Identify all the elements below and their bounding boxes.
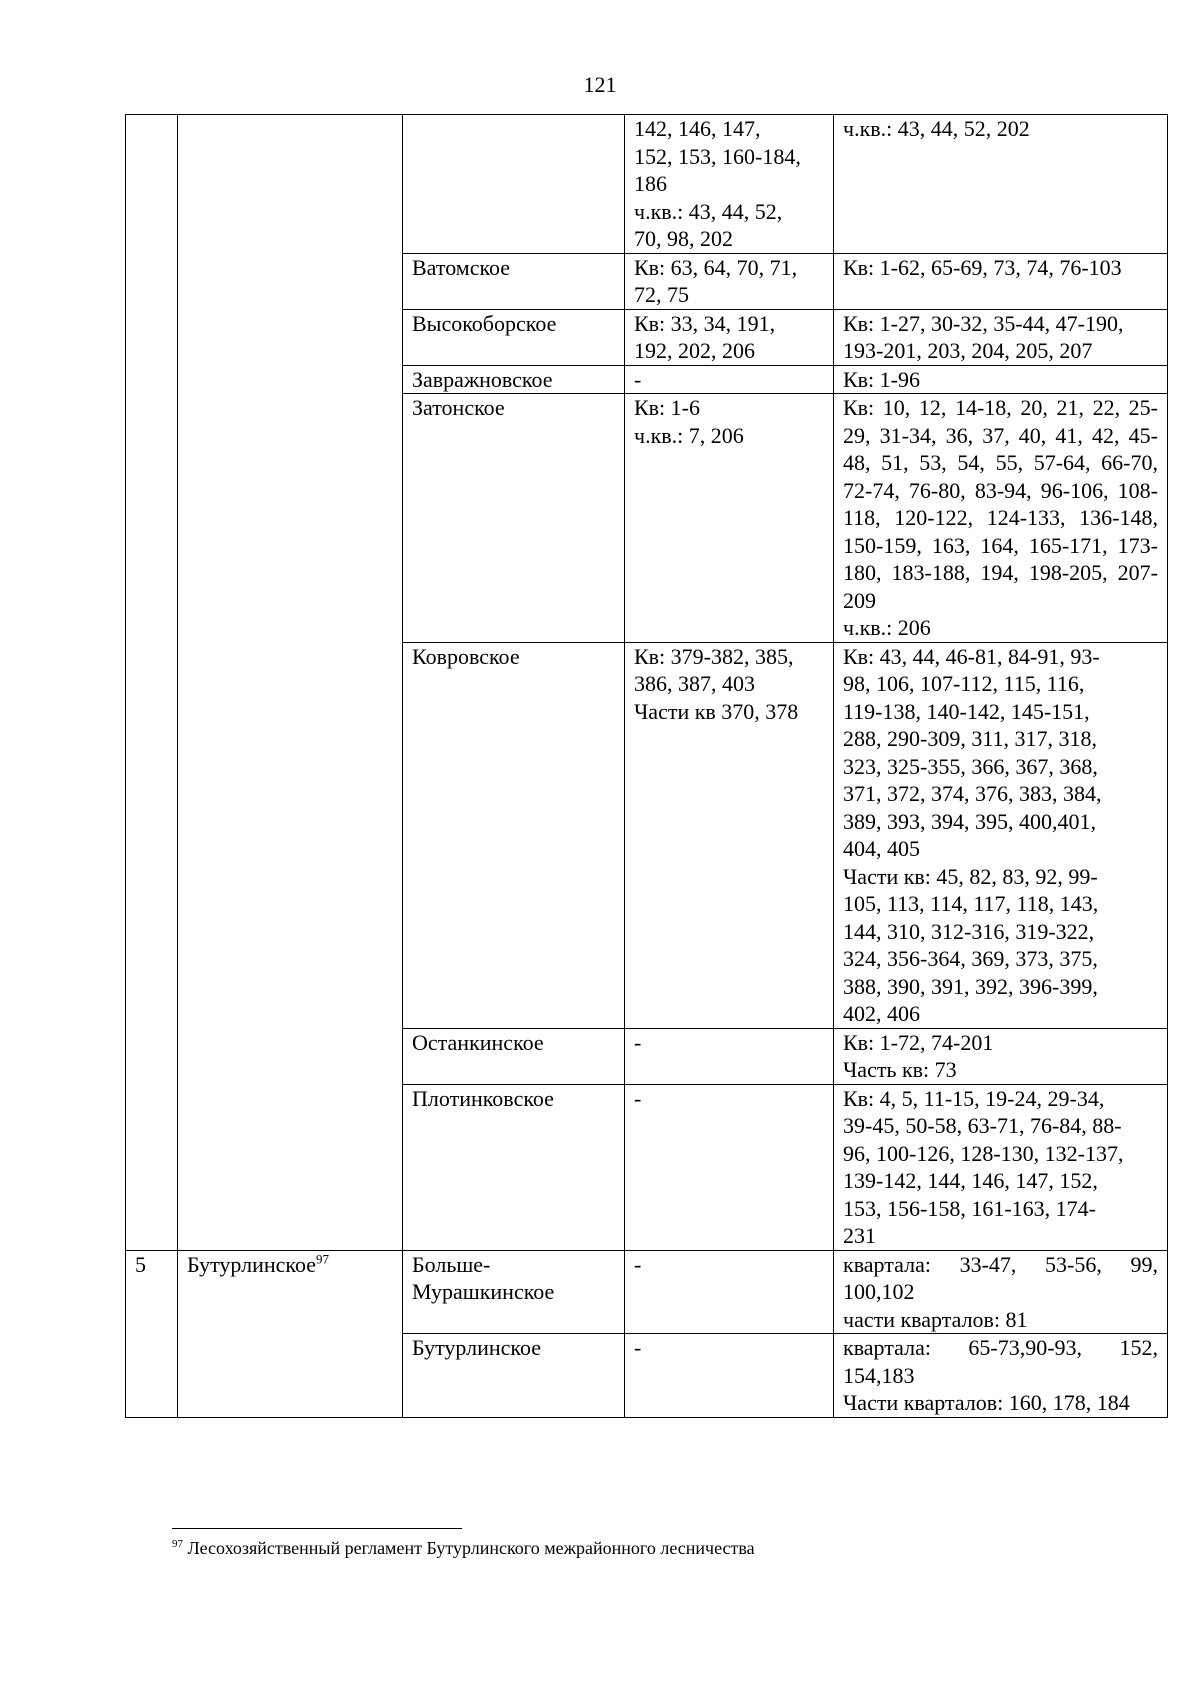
- forestry-cell: Завражновское: [403, 365, 625, 394]
- footnote-marker: 97: [316, 1251, 330, 1267]
- footnote-marker: 97: [172, 1538, 183, 1550]
- district-cell: [178, 1250, 403, 1417]
- quarters-within-cell: Кв: 1-6 ч.кв.: 7, 206: [625, 394, 834, 643]
- quarters-within-cell: -: [625, 1250, 834, 1334]
- district-cell: [178, 115, 403, 1251]
- footnote-text: Лесохозяйственный регламент Бутурлинского межрайонного лесничества: [187, 1538, 755, 1558]
- forestry-cell: Плотинковское: [403, 1084, 625, 1250]
- quarters-outside-cell: Кв: 1-62, 65-69, 73, 74, 76-103: [834, 253, 1168, 309]
- quarters-within-cell: Кв: 379-382, 385, 386, 387, 403 Части кв 370, 378: [625, 642, 834, 1028]
- quarters-within-cell: Кв: 63, 64, 70, 71, 72, 75: [625, 253, 834, 309]
- footnote-separator: [172, 1528, 462, 1529]
- quarters-within-cell: 142, 146, 147, 152, 153, 160-184, 186 ч.кв.: 43, 44, 52, 70, 98, 202: [625, 115, 834, 254]
- quarters-outside-cell: квартала: 33-47, 53-56, 99, 100,102 части кварталов: 81: [834, 1250, 1168, 1334]
- row-number-cell: 5: [126, 1250, 178, 1417]
- forestry-cell: Ватомское: [403, 253, 625, 309]
- quarters-outside-cell: Кв: 10, 12, 14-18, 20, 21, 22, 25-29, 31-34, 36, 37, 40, 41, 42, 45-48, 51, 53, 54, 55, 57-64, 66-70, 72-74, 76-80, 83-94, 96-106, 108-118, 120-122, 124-133, 136-148, 150-159, 163, 164, 165-171, 173-180, 183-188, 194, 198-205, 207-209 ч.кв.: 206: [834, 394, 1168, 643]
- district-name: Бутурлинское: [187, 1251, 317, 1277]
- quarters-within-cell: -: [625, 365, 834, 394]
- quarters-outside-cell: Кв: 1-27, 30-32, 35-44, 47-190, 193-201, 203, 204, 205, 207: [834, 309, 1168, 365]
- quarters-outside-cell: ч.кв.: 43, 44, 52, 202: [834, 115, 1168, 254]
- forestry-cell: Затонское: [403, 394, 625, 643]
- table-row: [126, 115, 1168, 254]
- row-number-cell: [126, 115, 178, 1251]
- quarters-within-cell: Кв: 33, 34, 191, 192, 202, 206: [625, 309, 834, 365]
- forestry-cell: Высокоборское: [403, 309, 625, 365]
- quarters-outside-cell: Кв: 4, 5, 11-15, 19-24, 29-34, 39-45, 50-58, 63-71, 76-84, 88- 96, 100-126, 128-130, 132-137, 139-142, 144, 146, 147, 152, 153, 156-158, 161-163, 174- 231: [834, 1084, 1168, 1250]
- quarters-outside-cell: квартала: 65-73,90-93, 152, 154,183 Части кварталов: 160, 178, 184: [834, 1334, 1168, 1418]
- quarters-outside-cell: Кв: 43, 44, 46-81, 84-91, 93- 98, 106, 107-112, 115, 116, 119-138, 140-142, 145-151, 288, 290-309, 311, 317, 318, 323, 325-355, 366, 367, 368, 371, 372, 374, 376, 383, 384, 389, 393, 394, 395, 400,401, 404, 405 Части кв: 45, 82, 83, 92, 99- 105, 113, 114, 117, 118, 143, 144, 310, 312-316, 319-322, 324, 356-364, 369, 373, 375, 388, 390, 391, 392, 396-399, 402, 406: [834, 642, 1168, 1028]
- forestry-cell: Останкинское: [403, 1028, 625, 1084]
- page-number: 121: [583, 72, 617, 97]
- table-row: [126, 1250, 1168, 1334]
- forestry-cell: Бутурлинское: [403, 1334, 625, 1418]
- quarters-within-cell: -: [625, 1028, 834, 1084]
- forestry-cell: Ковровское: [403, 642, 625, 1028]
- forestry-cell: Больше- Мурашкинское: [403, 1250, 625, 1334]
- quarters-within-cell: -: [625, 1084, 834, 1250]
- forestry-cell: [403, 115, 625, 254]
- forestry-table: [125, 114, 1168, 1418]
- footnote: [172, 1538, 755, 1559]
- quarters-within-cell: -: [625, 1334, 834, 1418]
- quarters-outside-cell: Кв: 1-96: [834, 365, 1168, 394]
- quarters-outside-cell: Кв: 1-72, 74-201 Часть кв: 73: [834, 1028, 1168, 1084]
